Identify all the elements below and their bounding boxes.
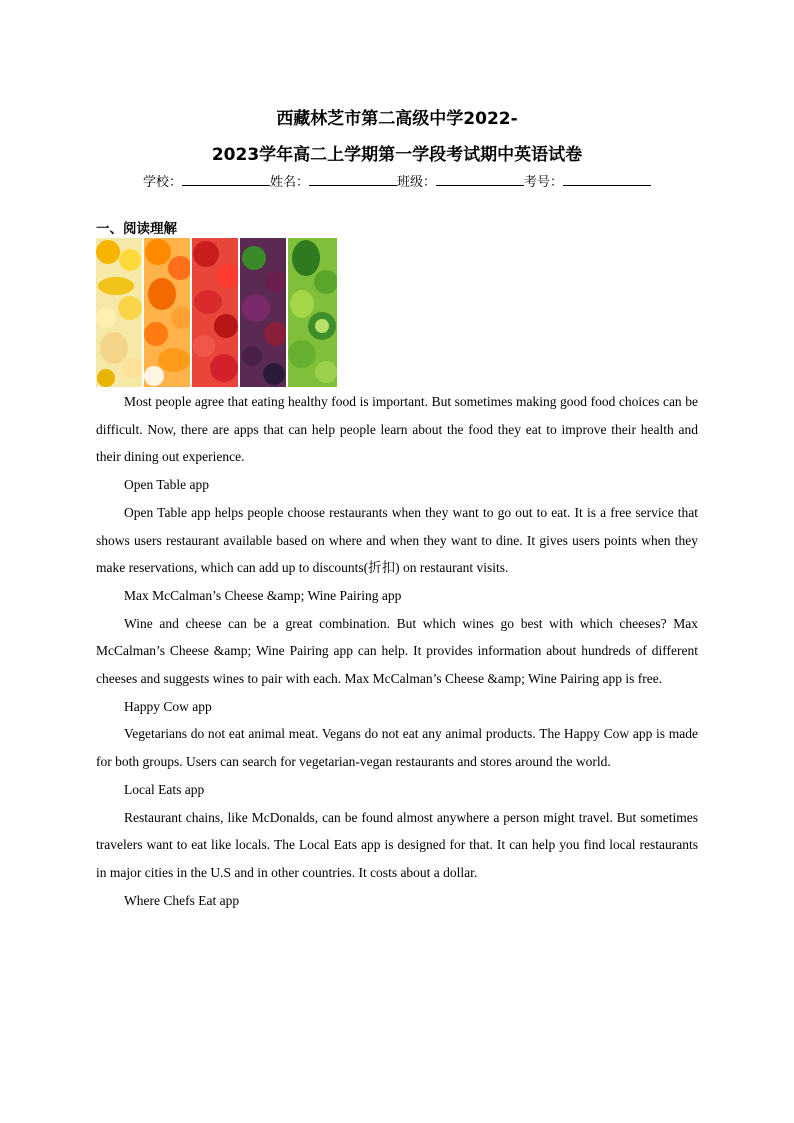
school-label: 学校： bbox=[142, 175, 182, 190]
app-heading-where-chefs-eat: Where Chefs Eat app bbox=[124, 892, 240, 908]
fruit-vegetable-photo bbox=[96, 238, 337, 387]
school-field bbox=[143, 171, 270, 190]
paragraph-open-table: Open Table app helps people choose restaurants when they want to go out to eat. It is a free service that shows users restaurant available based on where and when they want to dine. It gives users points when they make reservations, which can add up to discounts(折扣) on restaurant visits. bbox=[96, 504, 698, 576]
school-blank bbox=[182, 173, 270, 186]
app-heading-happy-cow: Happy Cow app bbox=[124, 698, 212, 714]
student-info-line bbox=[96, 171, 698, 190]
class-field bbox=[397, 171, 524, 190]
paragraph-cheese-wine: Wine and cheese can be a great combination. But which wines go best with which cheeses? Max McCalman’s Cheese &amp; Wine Pairing app can help. It provides information about hundreds of different cheeses and suggests wines to pair with each. Max McCalman’s Cheese &amp; Wine Pairing app is free. bbox=[96, 615, 698, 687]
class-label: 班级： bbox=[397, 175, 437, 190]
exam-no-field bbox=[524, 171, 651, 190]
class-blank bbox=[436, 173, 524, 186]
paragraph-happy-cow: Vegetarians do not eat animal meat. Vegans do not eat any animal products. The Happy Cow app is made for both groups. Users can search for vegetarian-vegan restaurants and stores around the world. bbox=[96, 726, 698, 770]
exam-no-label: 考号： bbox=[524, 175, 564, 190]
app-heading-local-eats: Local Eats app bbox=[124, 781, 205, 797]
reading-passage bbox=[96, 388, 698, 914]
name-label: 姓名： bbox=[269, 175, 309, 190]
app-heading-cheese-wine: Max McCalman’s Cheese &amp; Wine Pairing app bbox=[124, 587, 402, 603]
section-heading: 一、阅读理解 bbox=[96, 221, 177, 237]
paragraph-intro: Most people agree that eating healthy food is important. But sometimes making good food choices can be difficult. Now, there are apps that can help people learn about the food they eat to improve their health and their dining out experience. bbox=[96, 394, 698, 465]
exam-title-line-1: 西藏林芝市第二高级中学2022- bbox=[276, 109, 518, 129]
exam-title-line-2: 2023学年高二上学期第一学段考试期中英语试卷 bbox=[211, 145, 583, 165]
name-blank bbox=[309, 173, 397, 186]
name-field bbox=[270, 171, 397, 190]
exam-no-blank bbox=[563, 173, 651, 186]
app-heading-open-table: Open Table app bbox=[124, 477, 210, 493]
paragraph-local-eats: Restaurant chains, like McDonalds, can be found almost anywhere a person might travel. But sometimes travelers want to eat like locals. The Local Eats app is designed for that. It can help you find local restaurants in major cities in the U.S and in other countries. It costs about a dollar. bbox=[96, 809, 698, 880]
